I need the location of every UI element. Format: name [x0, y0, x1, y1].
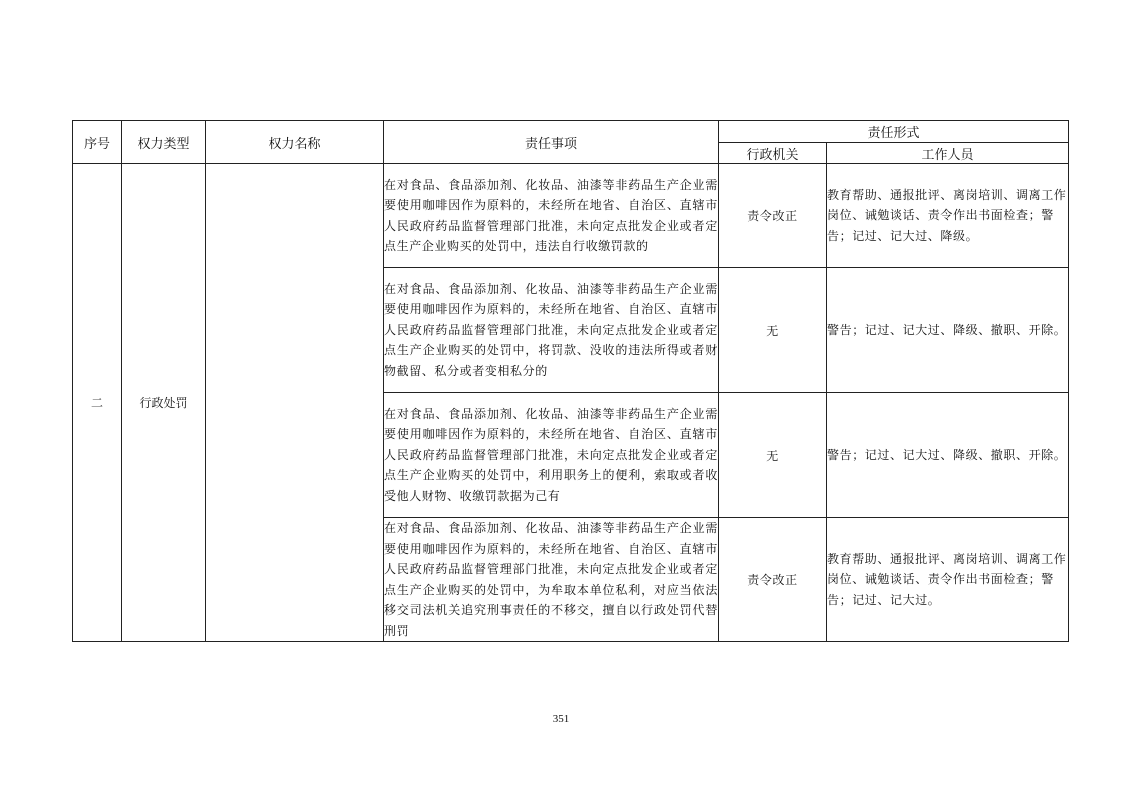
cell-matter: 在对食品、食品添加剂、化妆品、油漆等非药品生产企业需要使用咖啡因作为原料的，未经所在地省、自治区、直辖市人民政府药品监督管理部门批准，未向定点批发企业或者定点生产企业购买的处罚中，利用职务上的便利，索取或者收受他人财物、收缴罚款据为己有	[384, 393, 719, 518]
cell-matter: 在对食品、食品添加剂、化妆品、油漆等非药品生产企业需要使用咖啡因作为原料的，未经所在地省、自治区、直辖市人民政府药品监督管理部门批准，未向定点批发企业或者定点生产企业购买的处罚中，违法自行收缴罚款的	[384, 164, 719, 268]
cell-agency: 责令改正	[719, 518, 827, 642]
cell-matter: 在对食品、食品添加剂、化妆品、油漆等非药品生产企业需要使用咖啡因作为原料的，未经所在地省、自治区、直辖市人民政府药品监督管理部门批准，未向定点批发企业或者定点生产企业购买的处罚中，将罚款、没收的违法所得或者财物截留、私分或者变相私分的	[384, 268, 719, 393]
cell-staff: 警告；记过、记大过、降级、撤职、开除。	[827, 268, 1069, 393]
cell-agency: 无	[719, 268, 827, 393]
header-row	[73, 121, 1069, 143]
cell-seq: 二	[73, 164, 122, 642]
header-form: 责任形式	[719, 121, 1069, 143]
header-staff: 工作人员	[827, 143, 1069, 164]
header-power-type: 权力类型	[122, 121, 206, 164]
cell-power-name	[206, 164, 384, 642]
cell-staff: 教育帮助、通报批评、离岗培训、调离工作岗位、诫勉谈话、责令作出书面检查；警告；记过、记大过。	[827, 518, 1069, 642]
cell-power-type: 行政处罚	[122, 164, 206, 642]
header-agency: 行政机关	[719, 143, 827, 164]
cell-matter: 在对食品、食品添加剂、化妆品、油漆等非药品生产企业需要使用咖啡因作为原料的，未经所在地省、自治区、直辖市人民政府药品监督管理部门批准，未向定点批发企业或者定点生产企业购买的处罚中，为牟取本单位私利，对应当依法移交司法机关追究刑事责任的不移交，擅自以行政处罚代替刑罚	[384, 518, 719, 642]
header-responsibility: 责任事项	[384, 121, 719, 164]
header-seq: 序号	[73, 121, 122, 164]
cell-agency: 无	[719, 393, 827, 518]
page-number: 351	[552, 713, 570, 725]
cell-staff: 警告；记过、记大过、降级、撤职、开除。	[827, 393, 1069, 518]
cell-staff: 教育帮助、通报批评、离岗培训、调离工作岗位、诫勉谈话、责令作出书面检查；警告；记过、记大过、降级。	[827, 164, 1069, 268]
cell-agency: 责令改正	[719, 164, 827, 268]
responsibility-table	[72, 120, 1069, 642]
header-power-name: 权力名称	[206, 121, 384, 164]
table-row	[73, 164, 1069, 268]
